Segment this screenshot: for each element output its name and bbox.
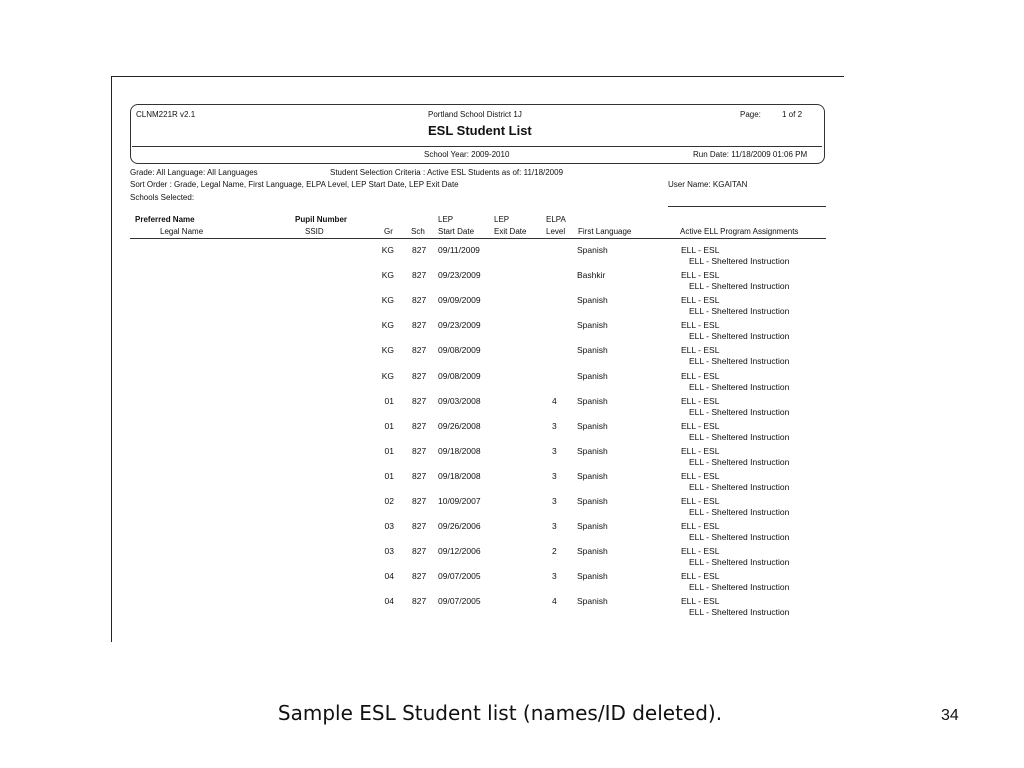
table-row: [0, 571, 1024, 596]
col-gr: Gr: [384, 227, 393, 236]
grade-cell: KG: [381, 295, 394, 306]
table-row: [0, 496, 1024, 521]
page-label: Page:: [740, 110, 761, 119]
grade-cell: 01: [384, 470, 394, 481]
elpa-level-cell: 3: [552, 496, 557, 506]
col-legal-name: Legal Name: [160, 227, 204, 236]
program-detail-cell: ELL - Sheltered Instruction: [689, 431, 790, 442]
lep-start-cell: 09/09/2009: [438, 295, 481, 306]
language-cell: Spanish: [577, 370, 608, 381]
program-cell: ELL - ESL: [681, 546, 720, 557]
grade-language-filter: Grade: All Language: All Languages: [130, 168, 258, 177]
table-row: [0, 546, 1024, 571]
col-preferred-name: Preferred Name: [135, 215, 195, 224]
program-cell: ELL - ESL: [681, 521, 720, 532]
table-row: [0, 270, 1024, 295]
lep-start-cell: 09/08/2009: [438, 345, 481, 356]
language-cell: Spanish: [577, 546, 608, 557]
selection-criteria: Student Selection Criteria : Active ESL Students as of: 11/18/2009: [330, 168, 564, 177]
lep-start-cell: 09/23/2009: [438, 270, 481, 281]
grade-cell: 01: [384, 445, 394, 456]
district-name: Portland School District 1J: [428, 110, 522, 119]
school-cell: 827: [412, 245, 427, 255]
lep-start-cell: 09/23/2009: [438, 320, 481, 331]
run-date: Run Date: 11/18/2009 01:06 PM: [693, 150, 808, 159]
col-lep-exit-1: LEP: [494, 215, 510, 224]
lep-start-cell: 09/26/2006: [438, 521, 481, 532]
col-ssid: SSID: [305, 227, 324, 236]
language-cell: Bashkir: [577, 270, 606, 281]
table-row: [0, 396, 1024, 421]
program-detail-cell: ELL - Sheltered Instruction: [689, 456, 790, 467]
program-cell: ELL - ESL: [681, 320, 720, 331]
program-cell: ELL - ESL: [681, 295, 720, 306]
program-detail-cell: ELL - Sheltered Instruction: [689, 281, 790, 292]
program-cell: ELL - ESL: [681, 420, 720, 431]
school-cell: 827: [412, 320, 427, 331]
grade-cell: 02: [384, 496, 394, 506]
program-detail-cell: ELL - Sheltered Instruction: [689, 306, 790, 317]
elpa-level-cell: 2: [552, 546, 557, 557]
col-pupil-number: Pupil Number: [295, 215, 348, 224]
school-cell: 827: [412, 521, 427, 532]
criteria-divider: [668, 206, 826, 207]
slide-caption: Sample ESL Student list (names/ID deleted).: [277, 701, 723, 725]
program-detail-cell: ELL - Sheltered Instruction: [689, 256, 790, 266]
school-cell: 827: [412, 345, 427, 356]
lep-start-cell: 09/18/2008: [438, 470, 481, 481]
col-sch: Sch: [411, 227, 425, 236]
grade-cell: KG: [381, 245, 394, 255]
table-header-divider: [130, 238, 826, 239]
grade-cell: 01: [384, 395, 394, 406]
col-lep-start-1: LEP: [438, 215, 454, 224]
table-row: [0, 446, 1024, 471]
program-detail-cell: ELL - Sheltered Instruction: [689, 481, 790, 492]
school-cell: 827: [412, 270, 427, 281]
table-row: [0, 320, 1024, 345]
program-detail-cell: ELL - Sheltered Instruction: [689, 331, 790, 342]
program-detail-cell: ELL - Sheltered Instruction: [689, 406, 790, 417]
language-cell: Spanish: [577, 596, 608, 607]
school-cell: 827: [412, 420, 427, 431]
program-cell: ELL - ESL: [681, 345, 720, 356]
program-detail-cell: ELL - Sheltered Instruction: [689, 582, 790, 593]
grade-cell: KG: [381, 270, 394, 281]
table-row: [0, 421, 1024, 446]
grade-cell: KG: [381, 345, 394, 356]
table-row: [0, 295, 1024, 320]
page-frame-top-border: [111, 76, 844, 77]
language-cell: Spanish: [577, 571, 608, 582]
lep-start-cell: 09/12/2006: [438, 546, 481, 557]
col-elpa-2: Level: [546, 227, 566, 236]
elpa-level-cell: 3: [552, 470, 557, 481]
sort-order: Sort Order : Grade, Legal Name, First Language, ELPA Level, LEP Start Date, LEP Exit Date: [130, 180, 459, 189]
school-cell: 827: [412, 546, 427, 557]
col-lep-start-2: Start Date: [438, 227, 475, 236]
program-cell: ELL - ESL: [681, 596, 720, 607]
table-row: [0, 596, 1024, 621]
language-cell: Spanish: [577, 245, 608, 255]
language-cell: Spanish: [577, 470, 608, 481]
lep-start-cell: 09/11/2009: [438, 245, 480, 255]
lep-start-cell: 09/08/2009: [438, 370, 481, 381]
language-cell: Spanish: [577, 420, 608, 431]
table-row: [0, 345, 1024, 370]
language-cell: Spanish: [577, 345, 608, 356]
program-cell: ELL - ESL: [681, 470, 720, 481]
program-cell: ELL - ESL: [681, 370, 720, 381]
report-title: ESL Student List: [428, 123, 532, 138]
program-cell: ELL - ESL: [681, 571, 720, 582]
school-cell: 827: [412, 496, 427, 506]
program-cell: ELL - ESL: [681, 270, 720, 281]
program-cell: ELL - ESL: [681, 496, 720, 506]
language-cell: Spanish: [577, 295, 608, 306]
language-cell: Spanish: [577, 496, 608, 506]
program-detail-cell: ELL - Sheltered Instruction: [689, 557, 790, 568]
lep-start-cell: 09/03/2008: [438, 395, 481, 406]
language-cell: Spanish: [577, 395, 608, 406]
col-program-assignments: Active ELL Program Assignments: [680, 227, 799, 236]
grade-cell: 04: [384, 571, 394, 582]
school-cell: 827: [412, 596, 427, 607]
school-cell: 827: [412, 295, 427, 306]
grade-cell: 04: [384, 596, 394, 607]
elpa-level-cell: 3: [552, 445, 557, 456]
grade-cell: 03: [384, 546, 394, 557]
grade-cell: KG: [381, 320, 394, 331]
col-lep-exit-2: Exit Date: [494, 227, 527, 236]
lep-start-cell: 09/07/2005: [438, 571, 481, 582]
elpa-level-cell: 3: [552, 420, 557, 431]
col-elpa-1: ELPA: [546, 215, 566, 224]
lep-start-cell: 09/26/2008: [438, 420, 481, 431]
table-row: [0, 471, 1024, 496]
school-cell: 827: [412, 571, 427, 582]
elpa-level-cell: 3: [552, 571, 557, 582]
elpa-level-cell: 4: [552, 395, 557, 406]
school-cell: 827: [412, 395, 427, 406]
grade-cell: 03: [384, 521, 394, 532]
program-detail-cell: ELL - Sheltered Instruction: [689, 381, 790, 392]
language-cell: Spanish: [577, 521, 608, 532]
lep-start-cell: 09/07/2005: [438, 596, 481, 607]
program-cell: ELL - ESL: [681, 445, 720, 456]
col-first-language: First Language: [578, 227, 632, 236]
program-detail-cell: ELL - Sheltered Instruction: [689, 356, 790, 367]
table-row: [0, 245, 1024, 270]
lep-start-cell: 09/18/2008: [438, 445, 481, 456]
grade-cell: 01: [384, 420, 394, 431]
program-detail-cell: ELL - Sheltered Instruction: [689, 532, 790, 543]
program-detail-cell: ELL - Sheltered Instruction: [689, 507, 790, 517]
table-row: [0, 521, 1024, 546]
program-detail-cell: ELL - Sheltered Instruction: [689, 607, 790, 618]
program-cell: ELL - ESL: [681, 395, 720, 406]
lep-start-cell: 10/09/2007: [438, 496, 481, 506]
elpa-level-cell: 3: [552, 521, 557, 532]
school-cell: 827: [412, 470, 427, 481]
school-cell: 827: [412, 445, 427, 456]
school-cell: 827: [412, 370, 427, 381]
report-id: CLNM221R v2.1: [136, 110, 196, 119]
slide-number: 34: [941, 707, 959, 724]
user-name: User Name: KGAITAN: [668, 180, 748, 189]
schools-selected: Schools Selected:: [130, 193, 195, 202]
program-cell: ELL - ESL: [681, 245, 720, 255]
language-cell: Spanish: [577, 320, 608, 331]
table-row: [0, 371, 1024, 396]
grade-cell: KG: [381, 370, 394, 381]
language-cell: Spanish: [577, 445, 608, 456]
school-year: School Year: 2009-2010: [424, 150, 510, 159]
header-divider: [132, 146, 822, 147]
elpa-level-cell: 4: [552, 596, 557, 607]
page-value: 1 of 2: [782, 110, 803, 119]
